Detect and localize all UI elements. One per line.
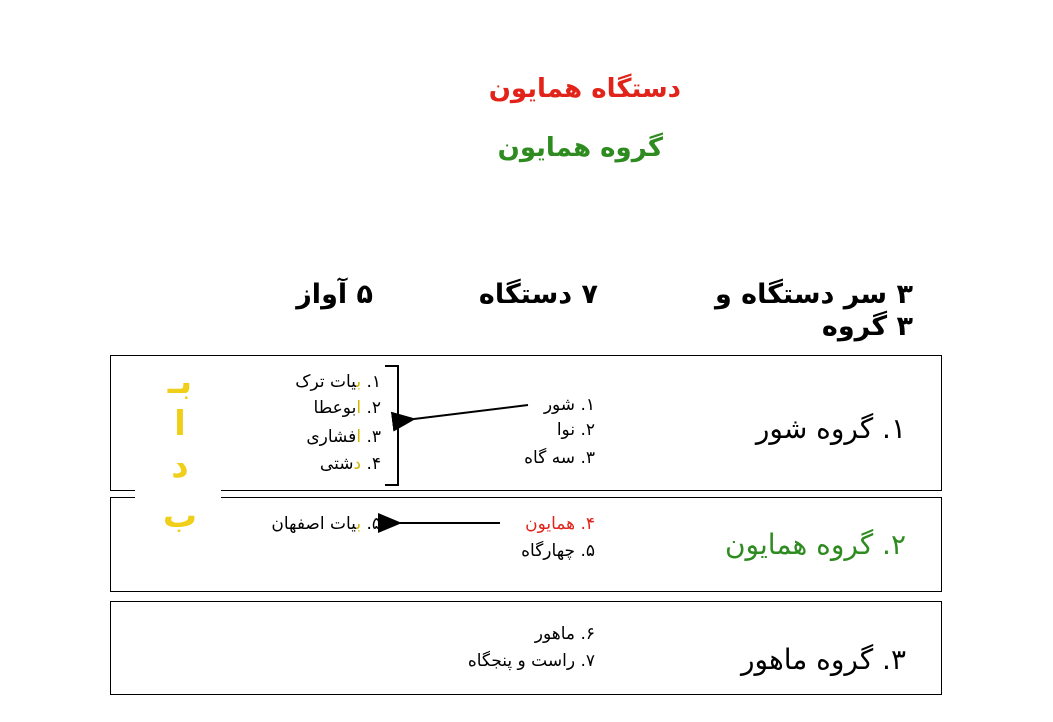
group-label-shur: ۱. گروه شور (755, 412, 906, 445)
avaz-item-5-num: ۵. (366, 514, 381, 534)
avaz-item-5-rest: یات اصفهان (271, 514, 357, 534)
avaz-item-4-rest: شتی (319, 454, 354, 474)
header-sar-line1: ۳ سر دستگاه و (714, 279, 913, 310)
dastgah-item-6: ۶. ماهور (534, 624, 595, 644)
avaz-item-3-num: ۳. (366, 427, 381, 447)
dastgah-item-2: ۲. نوا (556, 420, 595, 440)
header-dastgah: ۷ دستگاه (478, 279, 598, 310)
header-avaz: ۵ آواز (296, 279, 373, 310)
avaz-item-1-num: ۱. (366, 372, 381, 392)
avaz-item-3 (306, 425, 381, 450)
group-label-mahour: ۳. گروه ماهور (741, 643, 906, 676)
header-sar-dastgah (715, 279, 913, 343)
dastgah-item-3: ۳. سه گاه (524, 448, 595, 468)
dastgah-item-7: ۷. راست و پنجگاه (467, 651, 595, 671)
vertical-letter-4: ب (162, 496, 198, 536)
vertical-letter-3: د (171, 446, 189, 486)
vertical-letter-2: ا (174, 404, 186, 444)
avaz-item-5-first: ب (356, 514, 362, 534)
avaz-item-4-first: د (353, 454, 362, 474)
avaz-item-2-num: ۲. (366, 398, 381, 418)
dastgah-item-4 (525, 512, 595, 537)
avaz-item-1-first: ب (356, 372, 362, 392)
dastgah-item-1: ۱. شور (543, 395, 595, 415)
avaz-item-1-rest: یات ترک (295, 372, 357, 392)
dastgah-item-4-text: ۴. همایون (525, 514, 595, 534)
group-title: گروه همایون (497, 133, 663, 163)
avaz-item-4 (320, 452, 381, 477)
vertical-letter-1: بـ (167, 362, 193, 402)
avaz-item-3-first: ا (356, 427, 362, 447)
avaz-item-2-first: ا (356, 398, 362, 418)
avaz-item-5 (271, 512, 381, 537)
header-sar-line2: ۳ گروه (821, 311, 913, 342)
group-label-homayoun-text: ۲. گروه همایون (724, 528, 906, 561)
avaz-item-3-rest: فشاری (306, 427, 357, 447)
dastgah-title: دستگاه همایون (488, 74, 681, 104)
avaz-item-2-rest: بوعطا (313, 398, 357, 418)
avaz-item-1 (295, 370, 381, 395)
dastgah-item-5: ۵. چهارگاه (521, 541, 595, 561)
avaz-item-4-num: ۴. (366, 454, 381, 474)
group-label-homayoun (725, 528, 906, 561)
avaz-item-2 (314, 396, 381, 421)
